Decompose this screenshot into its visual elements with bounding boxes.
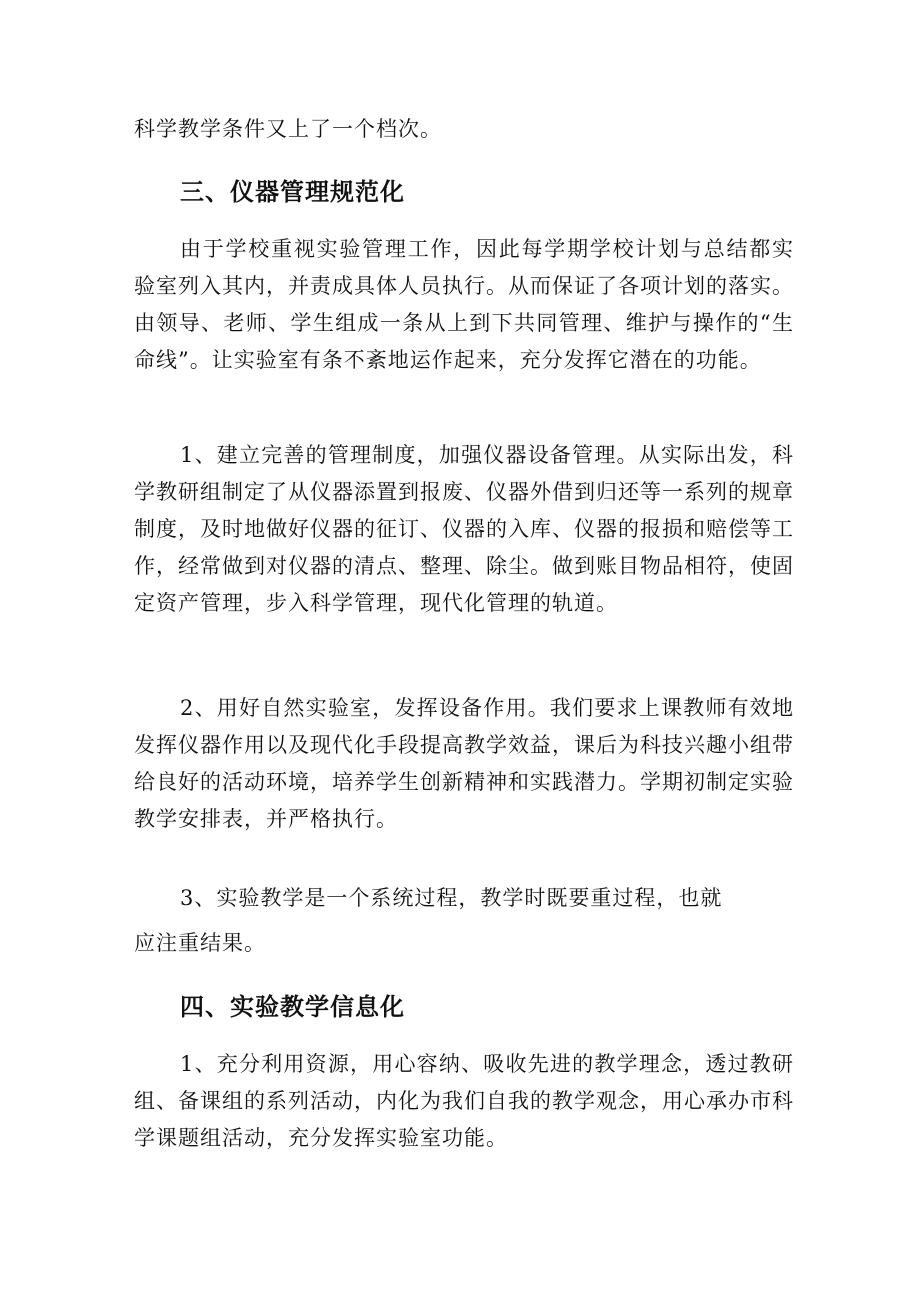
paragraph-item-2: 2、用好自然实验室，发挥设备作用。我们要求上课教师有效地发挥仪器作用以及现代化手段提高教学效益，课后为科技兴趣小组带给良好的活动环境，培养学生创新精神和实践潜力。学期初制定实验教学安排表，并严格执行。	[134, 696, 794, 831]
paragraph-item-3-line2: 应注重结果。	[134, 931, 266, 955]
section-heading-3: 三、仪器管理规范化	[180, 178, 405, 206]
paragraph-continuation: 科学教学条件又上了一个档次。	[134, 117, 442, 141]
section-heading-4: 四、实验教学信息化	[180, 993, 405, 1021]
paragraph-item-3-line1: 3、实验教学是一个系统过程，教学时既要重过程，也就	[180, 886, 723, 910]
paragraph-item-1: 1、建立完善的管理制度，加强仪器设备管理。从实际出发，科学教研组制定了从仪器添置到报废、仪器外借到归还等一系列的规章制度，及时地做好仪器的征订、仪器的入库、仪器的报损和赔偿等工作，经常做到对仪器的清点、整理、除尘。做到账目物品相符，使固定资产管理，步入科学管理，现代化管理的轨道。	[134, 443, 794, 615]
paragraph-info-item-1: 1、充分利用资源，用心容纳、吸收先进的教学理念，透过教研组、备课组的系列活动，内化为我们自我的教学观念，用心承办市科学课题组活动，充分发挥实验室功能。	[134, 1052, 794, 1150]
paragraph-lab-management: 由于学校重视实验管理工作，因此每学期学校计划与总结都实验室列入其内，并责成具体人员执行。从而保证了各项计划的落实。由领导、老师、学生组成一条从上到下共同管理、维护与操作的“生命线”。让实验室有条不紊地运作起来，充分发挥它潜在的功能。	[134, 237, 794, 372]
